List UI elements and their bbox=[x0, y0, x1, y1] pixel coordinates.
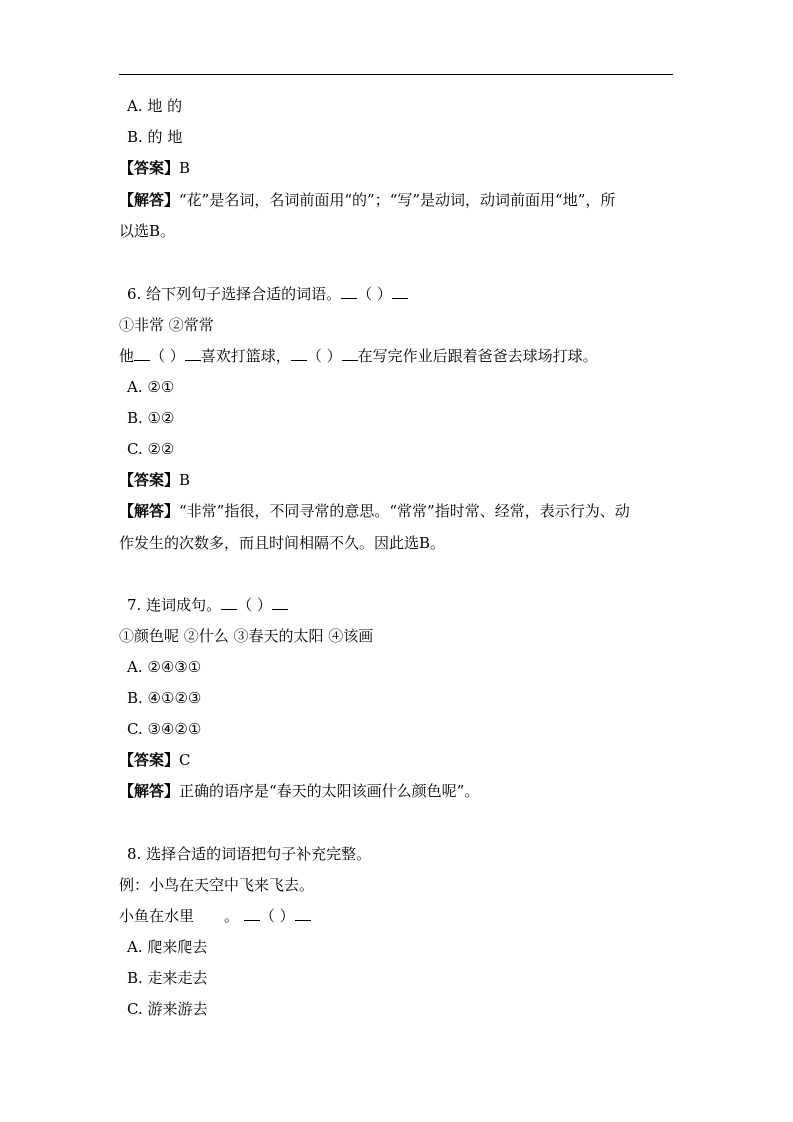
answer-paren[interactable]: （ ） bbox=[259, 907, 295, 925]
q8-example: 例：小鸟在天空中飞来飞去。 bbox=[119, 876, 315, 894]
answer-label: 【答案】 bbox=[119, 159, 180, 177]
header-rule bbox=[119, 74, 673, 75]
q6-answer bbox=[119, 470, 190, 490]
answer-paren[interactable]: （ ） bbox=[237, 596, 272, 614]
question-number: 7. bbox=[127, 596, 142, 614]
sentence-part: 他 bbox=[119, 347, 135, 365]
answer-value: B bbox=[179, 159, 191, 177]
fill-paren[interactable]: （ ） bbox=[150, 347, 185, 365]
q7-answer bbox=[119, 750, 191, 770]
q7-choices: ①颜色呢 ②什么 ③春天的太阳 ④该画 bbox=[119, 627, 374, 645]
fill-blank[interactable] bbox=[342, 346, 358, 361]
q8-option-c[interactable]: C. 游来游去 bbox=[127, 1000, 208, 1018]
question-stem: 给下列句子选择合适的词语。 bbox=[146, 285, 342, 303]
q6-explanation-line2: 作发生的次数多，而且时间相隔不久。因此选B。 bbox=[119, 534, 446, 552]
answer-value: C bbox=[179, 751, 191, 769]
answer-blank[interactable] bbox=[295, 906, 311, 921]
question-number: 6. bbox=[127, 285, 142, 303]
question-number: 8. bbox=[127, 845, 142, 863]
q8-stem bbox=[127, 844, 371, 864]
question-stem: 连词成句。 bbox=[146, 596, 222, 614]
q7-explanation-line1 bbox=[119, 781, 479, 801]
answer-label: 【答案】 bbox=[119, 751, 180, 769]
answer-value: B bbox=[179, 471, 191, 489]
sentence-part: 在写完作业后跟着爸爸去球场打球。 bbox=[357, 347, 598, 365]
q6-stem bbox=[127, 284, 408, 304]
answer-blank[interactable] bbox=[244, 906, 260, 921]
fill-paren[interactable]: （ ） bbox=[306, 347, 342, 365]
q5-answer bbox=[119, 158, 190, 178]
answer-blank[interactable] bbox=[272, 595, 288, 610]
q8-sentence bbox=[119, 906, 311, 926]
q5-explanation-line2: 以选B。 bbox=[119, 222, 176, 240]
q6-option-b[interactable]: B. ①② bbox=[127, 409, 175, 427]
sentence-period: 。 bbox=[224, 907, 240, 925]
sentence-part: 喜欢打篮球， bbox=[200, 347, 291, 365]
q6-sentence bbox=[119, 346, 598, 366]
answer-blank[interactable] bbox=[341, 284, 357, 299]
fill-blank[interactable] bbox=[291, 346, 307, 361]
answer-label: 【答案】 bbox=[119, 471, 180, 489]
q5-option-b: B. 的 地 bbox=[127, 128, 183, 146]
explain-label: 【解答】 bbox=[119, 191, 180, 209]
q5-explanation-line1 bbox=[119, 190, 615, 210]
q6-option-c[interactable]: C. ②② bbox=[127, 440, 175, 458]
answer-blank[interactable] bbox=[392, 284, 408, 299]
fill-blank[interactable] bbox=[134, 346, 150, 361]
q7-option-a[interactable]: A. ②④③① bbox=[127, 658, 202, 676]
q7-option-b[interactable]: B. ④①②③ bbox=[127, 689, 202, 707]
answer-blank[interactable] bbox=[221, 595, 237, 610]
explain-text: 正确的语序是“春天的太阳该画什么颜色呢”。 bbox=[179, 782, 480, 800]
q7-stem bbox=[127, 595, 288, 615]
explain-text: “非常”指很，不同寻常的意思。“常常”指时常、经常，表示行为、动 bbox=[179, 502, 630, 520]
q8-option-a[interactable]: A. 爬来爬去 bbox=[127, 938, 208, 956]
q7-option-c[interactable]: C. ③④②① bbox=[127, 720, 202, 738]
explain-text: “花”是名词，名词前面用“的”；“写”是动词，动词前面用“地”，所 bbox=[179, 191, 616, 209]
fill-blank[interactable] bbox=[185, 346, 201, 361]
sentence-part: 小鱼在水里 bbox=[119, 907, 195, 925]
answer-paren[interactable]: （ ） bbox=[357, 285, 392, 303]
q5-option-a: A. 地 的 bbox=[127, 97, 183, 115]
explain-label: 【解答】 bbox=[119, 782, 180, 800]
question-stem: 选择合适的词语把句子补充完整。 bbox=[146, 845, 372, 863]
q6-explanation-line1 bbox=[119, 501, 630, 521]
q6-choices: ①非常 ②常常 bbox=[119, 316, 214, 334]
q6-option-a[interactable]: A. ②① bbox=[127, 378, 175, 396]
explain-label: 【解答】 bbox=[119, 502, 180, 520]
q8-option-b[interactable]: B. 走来走去 bbox=[127, 969, 208, 987]
